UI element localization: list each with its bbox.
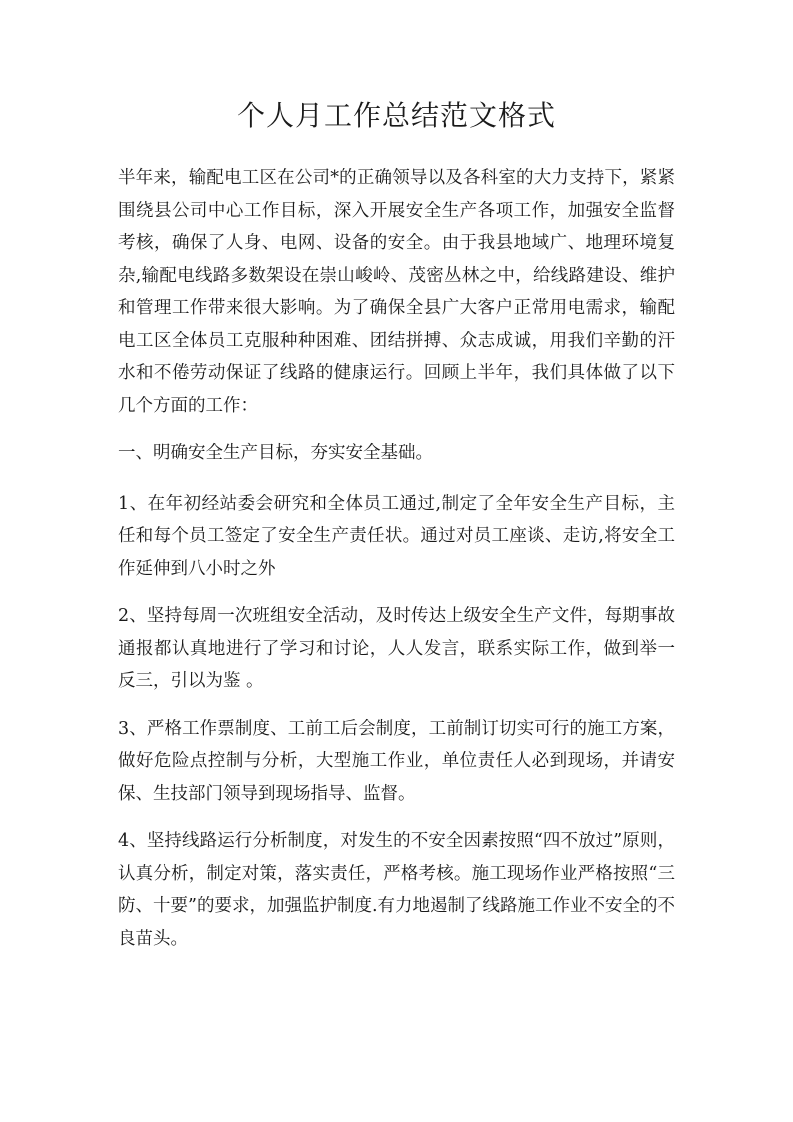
item-paragraph-2: 2、坚持每周一次班组安全活动，及时传达上级安全生产文件，每期事故通报都认真地进行了学习和讨论，人人发言，联系实际工作，做到举一反三，引以为鉴 。 bbox=[118, 606, 675, 691]
item-paragraph-1: 1、在年初经站委会研究和全体员工通过,制定了全年安全生产目标，主任和每个员工签定了安全生产责任状。通过对员工座谈、走访,将安全工作延伸到八小时之外 bbox=[118, 493, 675, 579]
item-paragraph-3: 3、严格工作票制度、工前工后会制度，工前制订切实可行的施工方案，做好危险点控制与分析，大型施工作业，单位责任人必到现场，并请安保、生技部门领导到现场指导、监督。 bbox=[118, 718, 675, 804]
item-paragraph-4: 4、坚持线路运行分析制度，对发生的不安全因素按照“四不放过”原则，认真分析，制定对策，落实责任，严格考核。施工现场作业严格按照“三防、十要”的要求，加强监护制度.有力地遏制了线路施工作业不安全的不良苗头。 bbox=[118, 831, 676, 949]
document-title: 个人月工作总结范文格式 bbox=[236, 99, 556, 132]
section-heading: 一、明确安全生产目标，夯实安全基础。 bbox=[118, 443, 433, 463]
intro-paragraph: 半年来，输配电工区在公司*的正确领导以及各科室的大力支持下，紧紧围绕县公司中心工作目标，深入开展安全生产各项工作，加强安全监督考核，确保了人身、电网、设备的安全。由于我县地域广、地理环境复杂,输配电线路多数架设在崇山峻岭、茂密丛林之中，给线路建设、维护和管理工作带来很大影响。为了确保全县广大客户正常用电需求，输配电工区全体员工克服种种困难、团结拼搏、众志成诚，用我们辛勤的汗水和不倦劳动保证了线路的健康运行。回顾上半年，我们具体做了以下几个方面的工作： bbox=[118, 168, 675, 416]
